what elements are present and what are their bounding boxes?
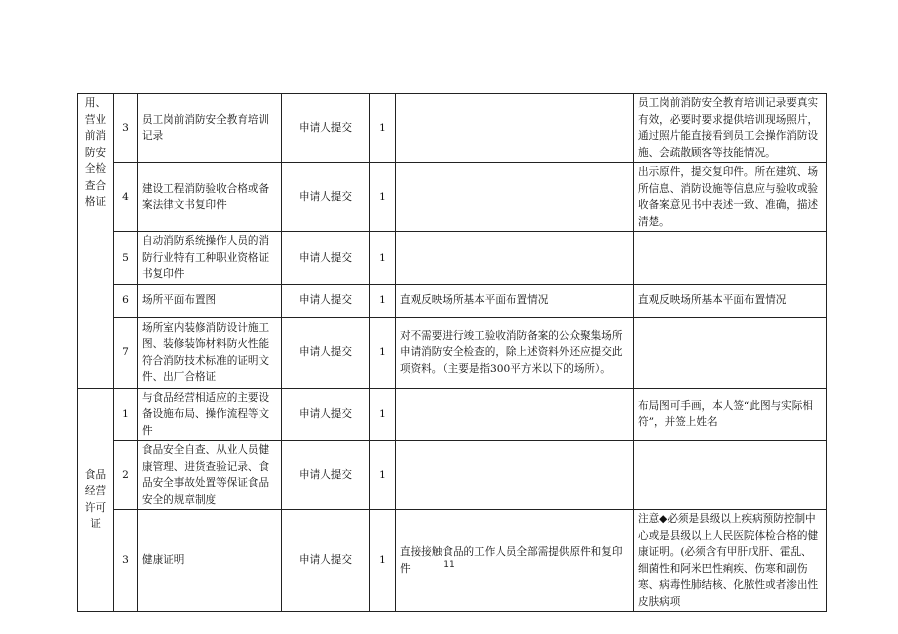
remark-cell (634, 232, 827, 285)
copies-cell: 1 (370, 163, 396, 232)
remark-cell: 布局图可手画，本人签“此图与实际相符”，并签上姓名 (634, 388, 827, 441)
requirement-cell (396, 232, 634, 285)
applicant-cell: 申请人提交 (282, 94, 370, 163)
remark-cell (634, 317, 827, 388)
requirements-table (77, 93, 827, 612)
item-number: 5 (114, 232, 138, 285)
item-number: 1 (114, 388, 138, 441)
item-number: 3 (114, 94, 138, 163)
table-row (78, 388, 827, 441)
material-name: 场所平面布置图 (138, 284, 282, 317)
applicant-cell: 申请人提交 (282, 510, 370, 612)
table-row (78, 232, 827, 285)
copies-cell: 1 (370, 284, 396, 317)
applicant-cell: 申请人提交 (282, 388, 370, 441)
remark-cell (634, 441, 827, 510)
requirement-cell (396, 163, 634, 232)
category-cell: 用、营业前消防安全检查合格证 (78, 94, 114, 389)
requirement-cell: 直观反映场所基本平面布置情况 (396, 284, 634, 317)
table-row (78, 284, 827, 317)
copies-cell: 1 (370, 94, 396, 163)
requirement-cell: 对不需要进行竣工验收消防备案的公众聚集场所申请消防安全检查的，除上述资料外还应提交此项资料。（主要是指300平方米以下的场所）。 (396, 317, 634, 388)
item-number: 7 (114, 317, 138, 388)
applicant-cell: 申请人提交 (282, 163, 370, 232)
requirement-cell (396, 441, 634, 510)
page-number: 11 (443, 560, 455, 570)
requirement-cell: 直接接触食品的工作人员全部需提供原件和复印件 (396, 510, 634, 612)
applicant-cell: 申请人提交 (282, 284, 370, 317)
copies-cell: 1 (370, 317, 396, 388)
category-cell: 食品经营许可证 (78, 388, 114, 612)
material-name: 员工岗前消防安全教育培训记录 (138, 94, 282, 163)
requirement-cell (396, 388, 634, 441)
material-name: 食品安全自查、从业人员健康管理、进货查验记录、食品安全事故处置等保证食品安全的规章制度 (138, 441, 282, 510)
material-name: 建设工程消防验收合格或备案法律文书复印件 (138, 163, 282, 232)
material-name: 自动消防系统操作人员的消防行业特有工种职业资格证书复印件 (138, 232, 282, 285)
table-row (78, 94, 827, 163)
requirement-cell (396, 94, 634, 163)
material-name: 与食品经营相适应的主要设备设施布局、操作流程等文件 (138, 388, 282, 441)
applicant-cell: 申请人提交 (282, 441, 370, 510)
table-row (78, 163, 827, 232)
item-number: 3 (114, 510, 138, 612)
applicant-cell: 申请人提交 (282, 232, 370, 285)
table-row (78, 441, 827, 510)
material-name: 健康证明 (138, 510, 282, 612)
item-number: 4 (114, 163, 138, 232)
applicant-cell: 申请人提交 (282, 317, 370, 388)
copies-cell: 1 (370, 510, 396, 612)
remark-cell: 员工岗前消防安全教育培训记录要真实有效，必要时要求提供培训现场照片，通过照片能直接看到员工会操作消防设施、会疏散顾客等技能情况。 (634, 94, 827, 163)
material-name: 场所室内装修消防设计施工图、装修装饰材料防火性能符合消防技术标准的证明文件、出厂合格证 (138, 317, 282, 388)
copies-cell: 1 (370, 388, 396, 441)
copies-cell: 1 (370, 232, 396, 285)
item-number: 2 (114, 441, 138, 510)
remark-cell: 直观反映场所基本平面布置情况 (634, 284, 827, 317)
item-number: 6 (114, 284, 138, 317)
table-row (78, 317, 827, 388)
remark-cell: 注意◆必须是县级以上疾病预防控制中心或是县级以上人民医院体检合格的健康证明。(必须含有甲肝戊肝、霍乱、细菌性和阿米巴性痢疾、伤寒和副伤寒、病毒性肺结核、化脓性或者渗出性皮肤病项 (634, 510, 827, 612)
remark-cell: 出示原件，提交复印件。所在建筑、场所信息、消防设施等信息应与验收或验收备案意见书中表述一致、准确，描述清楚。 (634, 163, 827, 232)
copies-cell: 1 (370, 441, 396, 510)
